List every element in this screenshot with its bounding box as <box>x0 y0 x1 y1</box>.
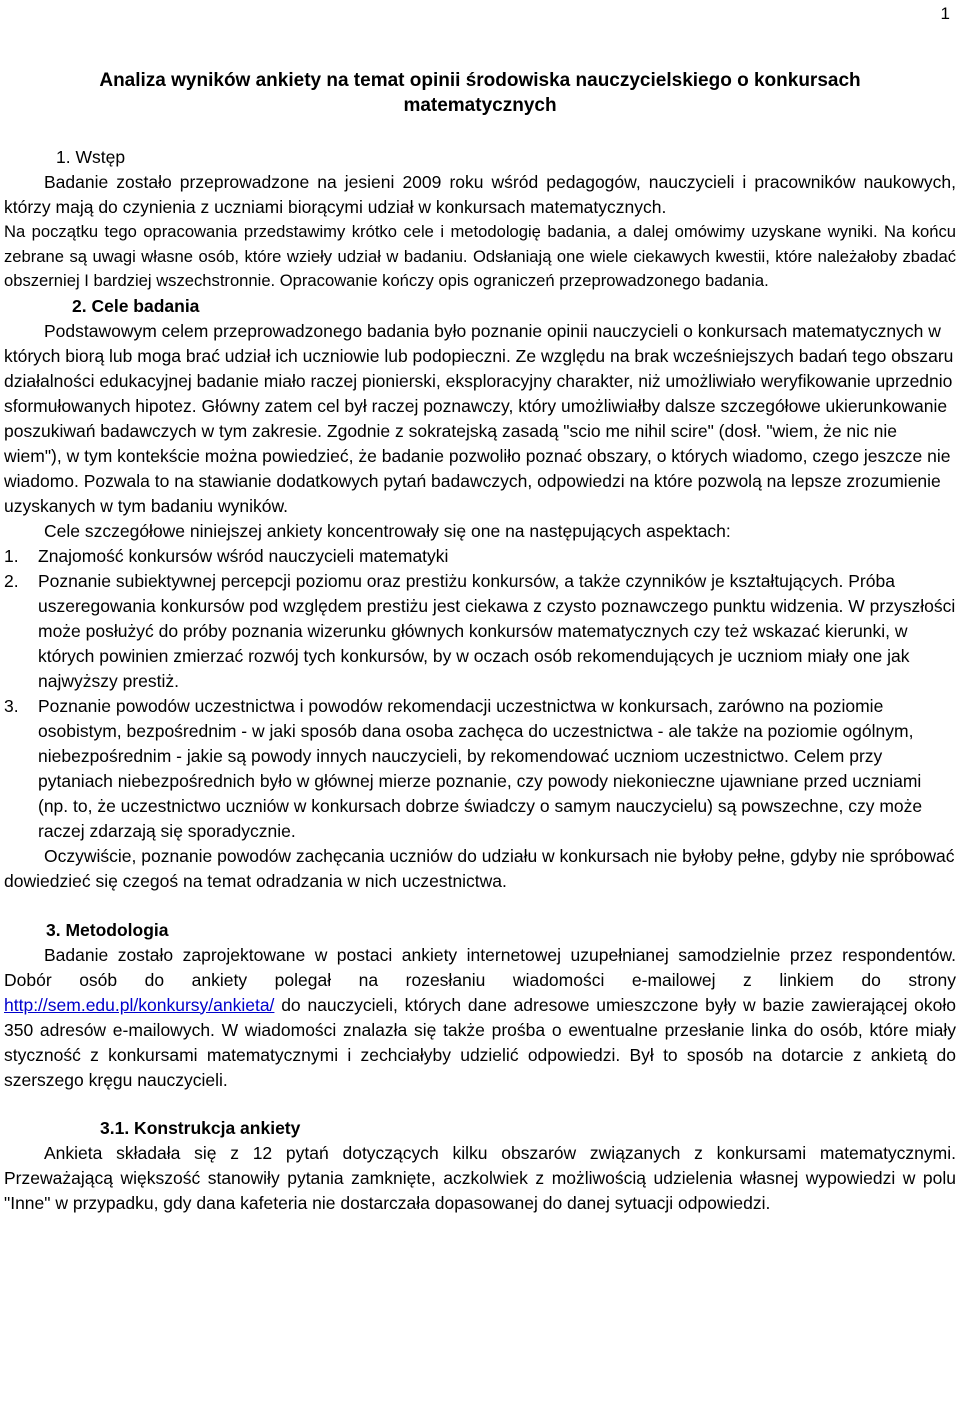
paragraph: Badanie zostało przeprowadzone na jesieni 2009 roku wśród pedagogów, nauczycieli i pracowników naukowych, którzy mają do czynienia z uczniami biorącymi udział w konkursach matematycznych. <box>4 172 956 217</box>
section-heading-goals: 2. Cele badania <box>72 295 200 316</box>
list-item <box>4 544 956 569</box>
section-goals <box>4 294 956 894</box>
section-methodology <box>4 918 956 1093</box>
paragraph-text: do nauczycieli, których dane adresowe umieszczone były w bazie zawierającej około 350 adresów e-mailowych. W wiadomości znalazła się także prośba o ewentualne przesłanie linka do osób, które miały styczność z konkursami matematycznymi i zechciałyby udzielić odpowiedzi. Był to sposób na dotarcie z ankietą do szerszego kręgu nauczycieli. <box>4 994 956 1090</box>
paragraph: Podstawowym celem przeprowadzonego badania było poznanie opinii nauczycieli o konkursach matematycznych w których biorą lub moga brać udział ich uczniowie lub podopieczni. Ze względu na brak wcześniejszych badań tego obszaru działalności edukacyjnej badanie miało raczej pionierski, eksploracyjny charakter, niż umożliwiało weryfikowanie uprzednio sformułowanych hipotez. Główny zatem cel był raczej poznawczy, który umożliwiałby dalsze szczegółowe ukierunkowanie poszukiwań badawczych w tym zakresie. Zgodnie z sokratejską zasadą "scio me nihil scire" (dosł. "wiem, że nic nie wiem"), w tym kontekście można powiedzieć, że badanie pozwoliło poznać obszary, o których wiadomo, czego jeszcze nie wiadomo. Pozwala to na stawianie dodatkowych pytań badawczych, odpowiedzi na które pozwolą na lepsze zrozumienie uzyskanych w tym badaniu wyników. <box>4 320 954 516</box>
list-item-text: Poznanie subiektywnej percepcji poziomu oraz prestiżu konkursów, a także czynników je kształtujących. Próba uszeregowania konkursów pod względem prestiżu jest ciekawa z czysto poznawczego punktu widzenia. W przyszłości może posłużyć do próby poznania wizerunku głównych konkursów matematycznych czy też wskazać kierunki, w których powinien zmierzać rozwój tych konkursów, by w oczach osób rekomendujących je uczniom miały one jak najwyższy prestiż. <box>38 570 956 691</box>
paragraph: Ankieta składała się z 12 pytań dotyczących kilku obszarów związanych z konkursami matematycznymi. Przeważającą większość stanowiły pytania zamknięte, aczkolwiek z możliwością udzielenia własnej wypowiedzi w polu "Inne" w przypadku, gdy dana kafeteria nie dostarczała dopasowanej do danej sytuacji odpowiedzi. <box>4 1142 956 1213</box>
list-item-text: Znajomość konkursów wśród nauczycieli matematyki <box>38 545 449 566</box>
section-survey-construction <box>4 1116 956 1216</box>
paragraph: Oczywiście, poznanie powodów zachęcania uczniów do udziału w konkursach nie byłoby pełne, gdyby nie spróbować dowiedzieć się czegoś na temat odradzania w nich uczestnictwa. <box>4 845 955 891</box>
list-item-number: 1. <box>4 545 19 566</box>
section-heading-introduction: 1. Wstęp <box>56 147 126 167</box>
survey-link[interactable]: http://sem.edu.pl/konkursy/ankieta/ <box>4 994 275 1015</box>
list-item-number: 3. <box>4 695 19 716</box>
paragraph: Na początku tego opracowania przedstawimy krótko cele i metodologię badania, a dalej omówimy uzyskane wyniki. Na końcu zebrane są uwagi własne osób, które wzieły udział w badaniu. Odsłaniają one wiele ciekawych kwestii, które należałoby zbadać obszerniej I bardziej wszechstronnie. Opracowanie kończy opis ograniczeń przeprowadzonego badania. <box>4 222 956 290</box>
paragraph-text: Badanie zostało zaprojektowane w postaci ankiety internetowej uzupełnianej samodzielnie przez respondentów. Dobór osób do ankiety polegał na rozesłaniu wiadomości e-mailowej z linkiem do strony <box>4 944 956 990</box>
section-heading-survey-construction: 3.1. Konstrukcja ankiety <box>100 1117 301 1138</box>
goals-list <box>4 544 956 844</box>
document-title: Analiza wyników ankiety na temat opinii środowiska nauczycielskiego o konkursach matematycznych <box>99 70 861 116</box>
list-item <box>4 569 956 694</box>
spacer <box>4 894 956 918</box>
paragraph <box>4 943 956 1093</box>
paragraph: Cele szczegółowe niniejszej ankiety koncentrowały się one na następujących aspektach: <box>44 520 731 541</box>
page-number: 1 <box>940 4 950 23</box>
document-body <box>4 145 956 1216</box>
list-item-text: Poznanie powodów uczestnictwa i powodów rekomendacji uczestnictwa w konkursach, zarówno na poziomie osobistym, bezpośrednim - w jaki sposób dana osoba zachęca do uczestnictwa - ale także na poziomie ogólnym, niebezpośrednim - jakie są powody innych nauczycieli, by rekomendować uczniom uczestnictwo. Celem przy pytaniach niebezpośrednich było w głównej mierze poznanie, czy powody niekonieczne ujawniane przed uczniami (np. to, że uczestnictwo uczniów w konkursach dobrze świadczy o samym nauczycielu) są powszechne, czy może raczej zdarzają się sporadycznie. <box>38 695 923 841</box>
list-item-number: 2. <box>4 570 19 591</box>
list-item <box>4 694 956 844</box>
section-introduction <box>4 145 956 294</box>
spacer <box>4 1093 956 1116</box>
section-heading-methodology: 3. Metodologia <box>46 919 169 940</box>
